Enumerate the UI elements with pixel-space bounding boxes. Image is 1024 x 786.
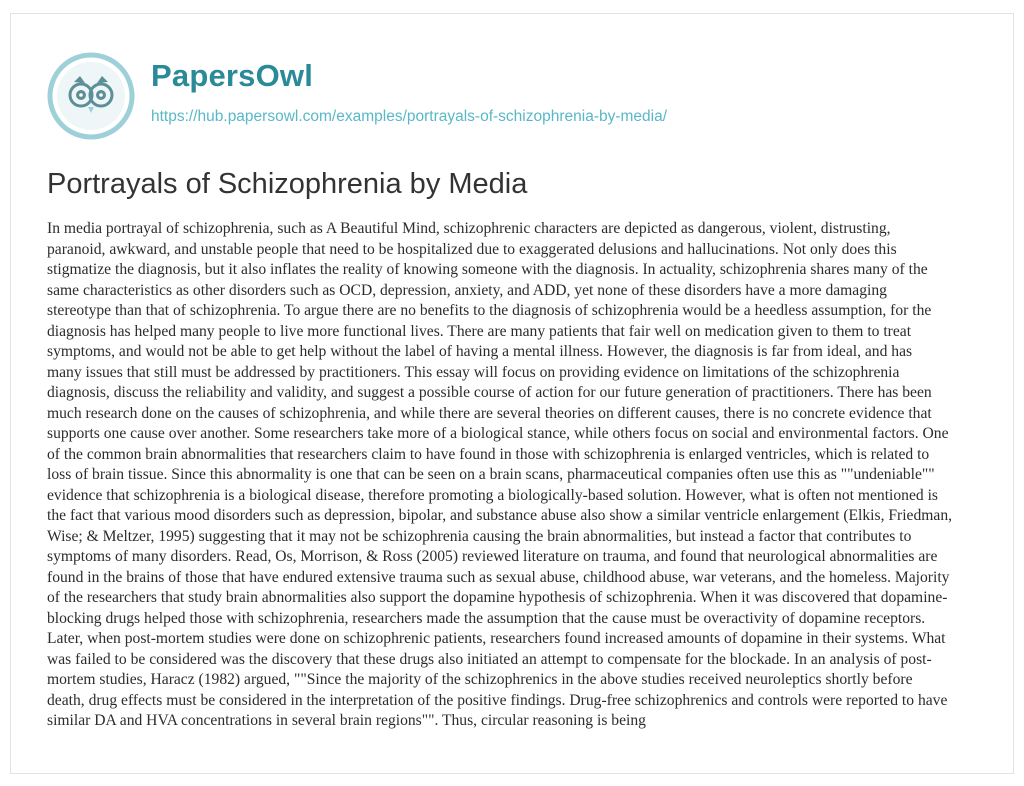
- essay-line: death, drug effects must be considered in the interpretation of the positive findings. Drug-free schizophrenics and controls were reported to have: [47, 691, 948, 709]
- essay-line: found in the brains of those that have endured extensive trauma such as sexual abuse, childhood abuse, war veterans, and the homeless. Majority: [47, 568, 950, 586]
- essay-line: paranoid, awkward, and unstable people that need to be hospitalized due to exaggerated delusions and hallucinations. Not only does this: [47, 240, 897, 258]
- essay-line: many issues that still must be addressed by practitioners. This essay will focus on providing evidence on limitations of the schizophrenia: [47, 363, 900, 381]
- essay-line: stereotype than that of schizophrenia. To argue there are no benefits to the diagnosis of schizophrenia would be a heedless assumption, for the: [47, 302, 932, 319]
- essay-line: In media portrayal of schizophrenia, such as A Beautiful Mind, schizophrenic characters are depicted as dangerous, violent, distrusting,: [47, 220, 891, 237]
- essay-body: [47, 219, 982, 732]
- essay-line: of the common brain abnormalities that researchers claim to have found in those with schizophrenia is enlarged ventricles, which is related to: [47, 445, 930, 463]
- essay-line: supports one cause over another. Some researchers take more of a biological stance, while others focus on social and environmental factors. One: [47, 425, 949, 442]
- brand-name: PapersOwl: [151, 58, 314, 93]
- essay-line: symptoms of many disorders. Read, Os, Morrison, & Ross (2005) reviewed literature on trauma, and found that neurological abnormalities are: [47, 548, 938, 565]
- site-header: [47, 42, 977, 142]
- source-url-link[interactable]: https://hub.papersowl.com/examples/portrayals-of-schizophrenia-by-media/: [151, 108, 668, 125]
- essay-line: similar DA and HVA concentrations in several brain regions"". Thus, circular reasoning is being: [47, 712, 646, 729]
- essay-line: evidence that schizophrenia is a biological disease, therefore promoting a biologically-based solution. However, what is often not mentioned is: [47, 486, 938, 504]
- essay-line: Later, when post-mortem studies were done on schizophrenic patients, researchers found increased amounts of dopamine in their systems. What: [47, 630, 946, 647]
- essay-line: blocking drugs helped those with schizophrenia, researchers made the assumption that the cause must be overactivity of dopamine receptors.: [47, 609, 926, 627]
- essay-line: symptoms, and would not be able to get help without the label of having a mental illness. However, the diagnosis is far from ideal, and has: [47, 343, 913, 360]
- essay-line: the fact that various mood disorders such as depression, bipolar, and substance abuse also show a similar ventricle enlargement (Elkis, Friedman,: [47, 507, 953, 524]
- essay-line: same characteristics as other disorders such as OCD, depression, anxiety, and ADD, yet none of these disorders have a more damaging: [47, 281, 887, 299]
- essay-line: of the researchers that study brain abnormalities also support the dopamine hypothesis of schizophrenia. When it was discovered that dopamine-: [47, 589, 948, 606]
- essay-line: stigmatize the diagnosis, but it also inflates the reality of knowing someone with the diagnosis. In actuality, schizophrenia shares many of the: [47, 261, 928, 278]
- essay-line: was failed to be considered was the discovery that these drugs also initiated an attempt to compensate for the blockade. In an analysis of post-: [47, 650, 932, 668]
- essay-line: diagnosis, discuss the reliability and validity, and suggest a possible course of action for our future generation of practitioners. There has been: [47, 384, 932, 401]
- essay-line: much research done on the causes of schizophrenia, and while there are several theories on different causes, there is no concrete evidence that: [47, 404, 932, 422]
- essay-line: diagnosis has helped many people to live more functional lives. There are many patients that fair well on medication given to them to treat: [47, 322, 912, 340]
- essay-line: loss of brain tissue. Since this abnormality is one that can be seen on a brain scans, pharmaceutical companies often use this as ""undeniable"": [47, 466, 935, 483]
- owl-logo-icon: [47, 52, 135, 140]
- essay-line: mortem studies, Haracz (1982) argued, ""Since the majority of the schizophrenics in the above studies received neuroleptics shortly before: [47, 671, 913, 688]
- essay-line: Wise; & Meltzer, 1995) suggesting that it may not be schizophrenia causing the brain abnormalities, but instead a factor that contributes to: [47, 527, 912, 545]
- page-title: Portrayals of Schizophrenia by Media: [47, 168, 528, 200]
